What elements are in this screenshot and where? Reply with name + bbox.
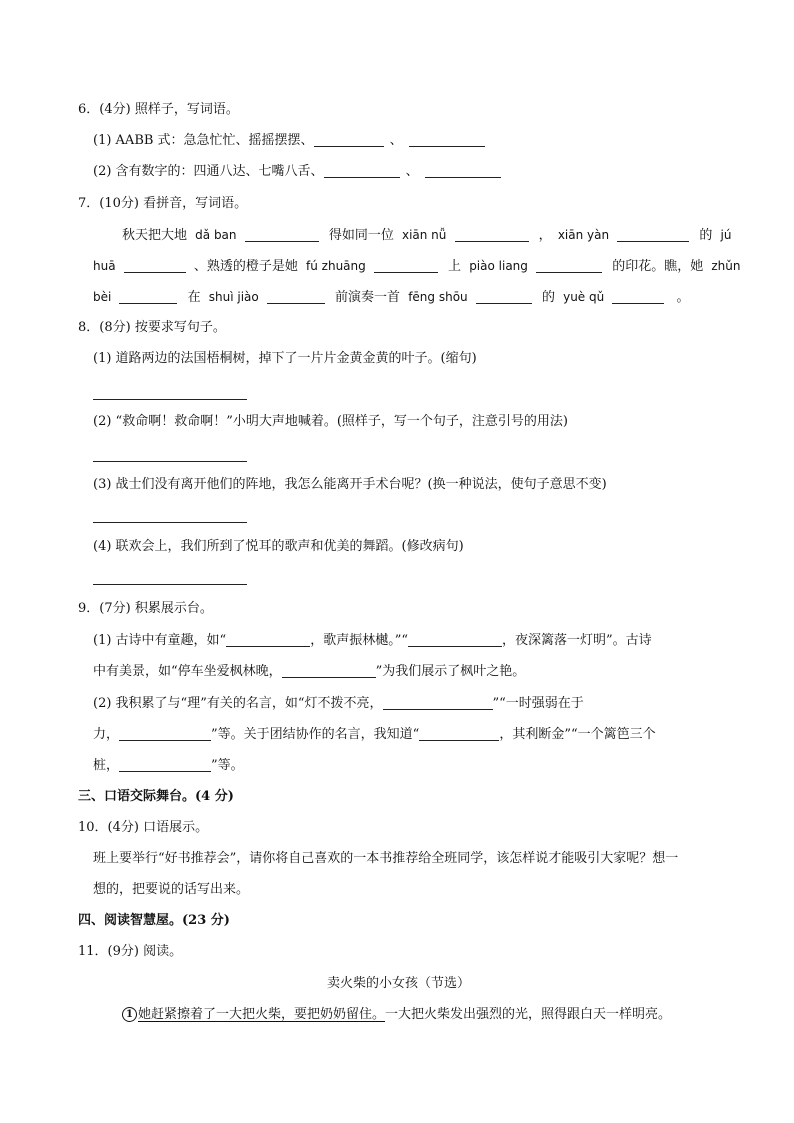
q9-text: ”等。关于团结协作的名言，我知道“ — [211, 727, 420, 742]
pinyin: dǎ ban — [195, 228, 237, 242]
q7-line2 — [93, 256, 740, 277]
q9-text: ”等。 — [211, 758, 244, 773]
q9-line4 — [93, 725, 656, 745]
q7-text: 得如同一位 — [328, 228, 394, 243]
pinyin: xiān yàn — [557, 228, 610, 242]
pinyin: yuè qǔ — [563, 290, 605, 304]
q7-text: 秋天把大地 — [122, 228, 188, 243]
pinyin: xiān nǚ — [401, 228, 447, 242]
answer-blank[interactable] — [314, 132, 384, 147]
passage-text: 一大把火柴发出强烈的光，照得跟白天一样明亮。 — [385, 1007, 672, 1022]
answer-blank[interactable] — [383, 695, 493, 710]
q7-text: 前演奏一首 — [335, 290, 401, 305]
answer-blank[interactable] — [408, 632, 502, 647]
q9-text: (1) 古诗中有童趣，如“ — [93, 633, 227, 648]
q10-para1: 班上要举行“好书推荐会”，请你将自己喜欢的一本书推荐给全班同学，该怎样说才能吸引大家呢？想一 — [93, 851, 679, 866]
q9-text: ”为我们展示了枫叶之艳。 — [375, 664, 526, 679]
q7-text: 的 — [699, 228, 713, 243]
q9-text: ”“一时强弱在于 — [492, 696, 584, 711]
separator: 、 — [389, 133, 403, 148]
q6-sub2-text: (2) 含有数字的：四通八达、七嘴八舌、 — [93, 164, 324, 179]
q9-title: 9．(7分) 积累展示台。 — [78, 601, 213, 616]
answer-blank[interactable] — [409, 132, 485, 147]
q9-line5 — [93, 756, 244, 776]
answer-blank[interactable] — [425, 163, 501, 178]
pinyin: shuì jiào — [208, 290, 259, 304]
answer-line[interactable] — [93, 522, 247, 523]
pinyin: piào liang — [469, 259, 528, 273]
answer-blank[interactable] — [119, 726, 211, 741]
answer-blank[interactable] — [536, 258, 602, 273]
q9-text: (2) 我积累了与“理”有关的名言，如“灯不拨不亮， — [93, 696, 383, 711]
section-4-heading: 四、阅读智慧屋。(23 分) — [78, 913, 230, 928]
answer-blank[interactable] — [226, 632, 310, 647]
q7-text: 上 — [448, 259, 462, 274]
answer-blank[interactable] — [245, 227, 319, 242]
answer-blank[interactable] — [324, 163, 400, 178]
answer-blank[interactable] — [124, 258, 186, 273]
pinyin: bèi — [93, 290, 112, 304]
answer-line[interactable] — [93, 399, 247, 400]
q9-line2 — [93, 662, 525, 682]
q8-sub4: (4) 联欢会上，我们所到了悦耳的歌声和优美的舞蹈。(修改病句) — [93, 539, 464, 554]
q9-text: 桩， — [93, 758, 120, 773]
q9-text: ，夜深篱落一灯明”。古诗 — [502, 633, 652, 648]
q10-title: 10．(4分) 口语展示。 — [78, 820, 209, 835]
q10-para2: 想的，把要说的话写出来。 — [93, 882, 250, 897]
q8-sub3: (3) 战士们没有离开他们的阵地，我怎么能离开手术台呢？(换一种说法，使句子意思不变) — [93, 477, 607, 492]
answer-blank[interactable] — [476, 289, 532, 304]
q6-sub2 — [93, 162, 501, 182]
q7-text: 、熟透的橙子是她 — [193, 259, 298, 274]
passage-paragraph-1 — [122, 1005, 671, 1025]
q8-title: 8．(8分) 按要求写句子。 — [78, 320, 226, 335]
q9-text: 力， — [93, 727, 120, 742]
q6-sub1 — [93, 131, 485, 151]
answer-blank[interactable] — [119, 757, 211, 772]
circled-number: 1 — [122, 1007, 137, 1022]
q7-text: 在 — [187, 290, 201, 305]
q7-text: 的 — [541, 290, 555, 305]
pinyin: fú zhuāng — [306, 259, 366, 273]
underlined-sentence: 她赶紧擦着了一大把火柴，要把奶奶留住。 — [138, 1007, 386, 1022]
answer-blank[interactable] — [455, 227, 529, 242]
q9-text: 中有美景，如“停车坐爱枫林晚， — [93, 664, 282, 679]
q8-sub1: (1) 道路两边的法国梧桐树，掉下了一片片金黄金黄的叶子。(缩句) — [93, 351, 477, 366]
q9-text: ，歌声振林樾。”“ — [310, 633, 408, 648]
q11-title: 11．(9分) 阅读。 — [78, 944, 183, 959]
pinyin: zhǔn — [711, 259, 741, 273]
q7-text: 的印花。瞧，她 — [612, 259, 704, 274]
q6-sub1-text: (1) AABB 式：急急忙忙、摇摇摆摆、 — [93, 133, 314, 148]
pinyin: huā — [93, 259, 116, 273]
q7-text: ， — [538, 228, 552, 243]
answer-blank[interactable] — [282, 663, 376, 678]
q9-line1 — [93, 631, 652, 651]
answer-line[interactable] — [93, 584, 247, 585]
answer-blank[interactable] — [119, 289, 177, 304]
q7-title: 7．(10分) 看拼音，写词语。 — [78, 196, 248, 211]
q7-line3 — [93, 287, 690, 308]
separator: 、 — [405, 164, 419, 179]
answer-blank[interactable] — [612, 289, 664, 304]
pinyin: jú — [720, 228, 732, 242]
q7-line1 — [122, 225, 732, 246]
answer-blank[interactable] — [374, 258, 438, 273]
q7-text: 。 — [676, 290, 690, 305]
pinyin: fēng shōu — [408, 290, 468, 304]
q9-line3 — [93, 694, 584, 714]
q6-title: 6．(4分) 照样子，写词语。 — [78, 102, 239, 117]
passage-title: 卖火柴的小女孩（节选） — [327, 976, 471, 991]
answer-line[interactable] — [93, 461, 247, 462]
section-3-heading: 三、口语交际舞台。(4 分) — [78, 789, 234, 804]
answer-blank[interactable] — [419, 726, 499, 741]
q9-text: ，其利断金”“一个篱笆三个 — [499, 727, 656, 742]
answer-blank[interactable] — [617, 227, 689, 242]
answer-blank[interactable] — [267, 289, 325, 304]
q8-sub2: (2) “救命啊！救命啊！”小明大声地喊着。(照样子，写一个句子，注意引号的用法) — [93, 414, 568, 429]
